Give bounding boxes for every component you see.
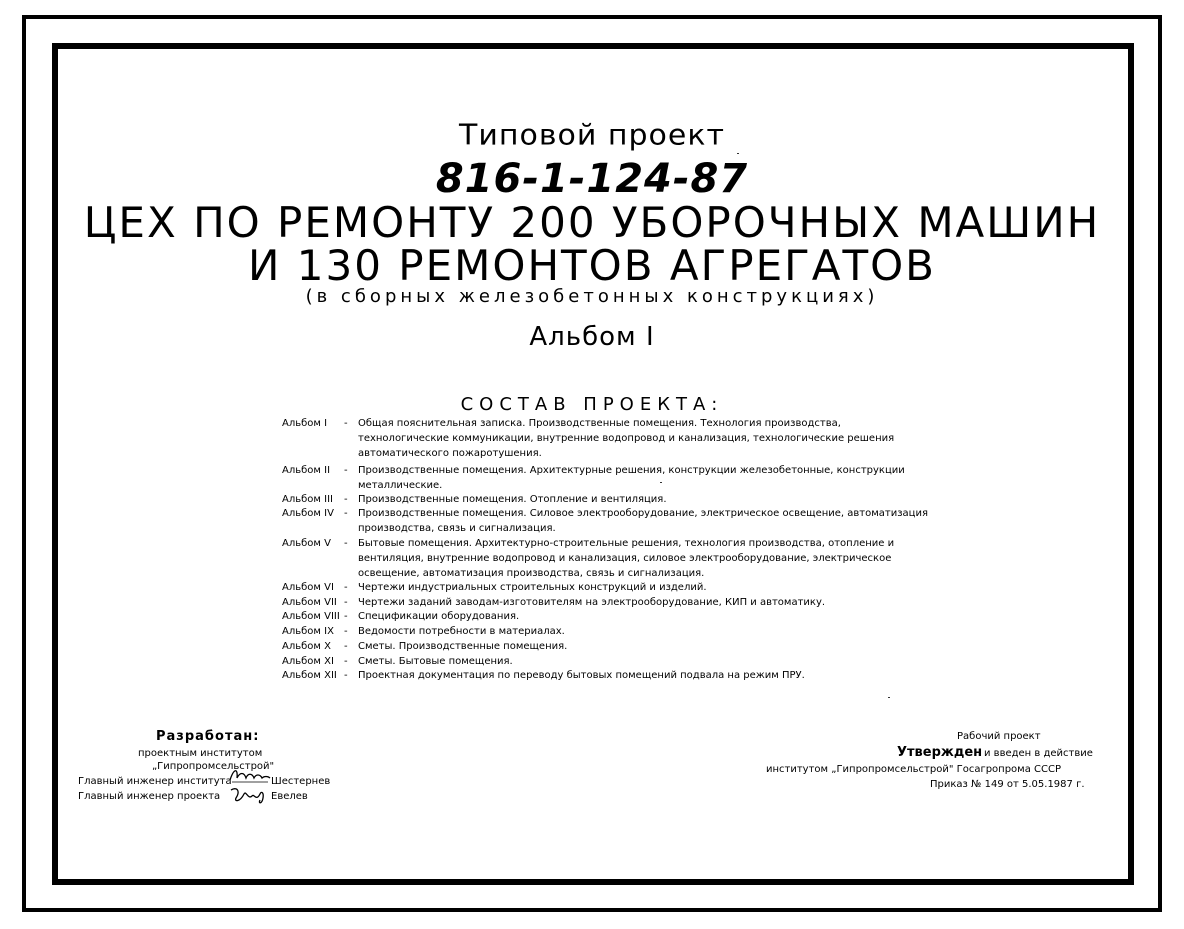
- scan-speck: [737, 153, 739, 154]
- album-description: Ведомости потребности в материалах.: [358, 626, 565, 637]
- dash: -: [344, 508, 348, 519]
- album-description: Чертежи индустриальных строительных конструкций и изделий.: [358, 582, 707, 593]
- scan-speck: [660, 482, 662, 483]
- album-description: Сметы. Бытовые помещения.: [358, 656, 513, 667]
- chief-engineer-institute-name: Шестернев: [271, 776, 331, 787]
- approved-label: Утвержден: [897, 745, 983, 760]
- album-label: Альбом VI: [282, 582, 334, 593]
- album-label: Альбом II: [282, 465, 331, 476]
- dash: -: [344, 494, 348, 505]
- dash: -: [344, 597, 348, 608]
- album-description: Производственные помещения. Архитектурные решения, конструкции железобетонные, конструкции металлические.: [358, 465, 905, 491]
- album-label: Альбом III: [282, 494, 333, 505]
- album-label: Альбом XI: [282, 656, 334, 667]
- working-project-label: Рабочий проект: [957, 731, 1041, 742]
- title-line-2: И 130 РЕМОНТОВ АГРЕГАТОВ: [248, 241, 936, 290]
- put-into-effect-label: и введен в действие: [984, 748, 1093, 759]
- dash: -: [344, 656, 348, 667]
- dash: -: [344, 418, 348, 429]
- album-label: Альбом XII: [282, 670, 337, 681]
- title-line-1: ЦЕХ ПО РЕМОНТУ 200 УБОРОЧНЫХ МАШИН: [83, 198, 1101, 247]
- album-description: Сметы. Производственные помещения.: [358, 641, 568, 652]
- album-description: Бытовые помещения. Архитектурно-строительные решения, технология производства, отопление и вентиляция, внутренние водопровод и канализация, силовое электрооборудование, электрическое освещение, автоматизация производства, связь и сигнализация.: [358, 538, 895, 579]
- album-label: Альбом X: [282, 641, 331, 652]
- chief-engineer-project-label: Главный инженер проекта: [78, 791, 221, 802]
- dash: -: [344, 641, 348, 652]
- chief-engineer-project-name: Евелев: [271, 791, 308, 802]
- developer-institute-line-2: „Гипропромсельстрой": [152, 761, 275, 772]
- project-code: 816-1-124-87: [435, 156, 749, 202]
- project-type: Типовой проект: [459, 118, 725, 153]
- approval-institute: институтом „Гипропромсельстрой" Госагропрома СССР: [766, 764, 1061, 775]
- album-description: Чертежи заданий заводам-изготовителям на электрооборудование, КИП и автоматику.: [358, 597, 826, 608]
- composition-heading: СОСТАВ ПРОЕКТА:: [460, 394, 724, 415]
- album-label: Альбом I: [282, 418, 328, 429]
- album-description: Спецификации оборудования.: [358, 611, 520, 622]
- scan-speck: [888, 697, 890, 698]
- dash: -: [344, 582, 348, 593]
- signature-image: [228, 784, 272, 806]
- album-label: Альбом VII: [282, 597, 337, 608]
- album-label: Альбом IV: [282, 508, 334, 519]
- dash: -: [344, 611, 348, 622]
- chief-engineer-institute-label: Главный инженер института: [78, 776, 232, 787]
- album-description: Общая пояснительная записка. Производственные помещения. Технология производства, технологические коммуникации, внутренние водопровод и канализация, технологические решения автоматического пожаротушения.: [358, 418, 895, 459]
- dash: -: [344, 538, 348, 549]
- dash: -: [344, 626, 348, 637]
- album-description: Производственные помещения. Отопление и вентиляция.: [358, 494, 667, 505]
- dash: -: [344, 670, 348, 681]
- album-label: Альбом V: [282, 538, 331, 549]
- dash: -: [344, 465, 348, 476]
- album-label: Альбом IX: [282, 626, 334, 637]
- signature-image: [228, 766, 272, 786]
- subtitle: (в сборных железобетонных конструкциях): [305, 286, 879, 307]
- album-title: Альбом I: [529, 322, 655, 352]
- developer-heading: Разработан:: [156, 729, 260, 744]
- developer-institute-line-1: проектным институтом: [138, 748, 263, 759]
- album-description: Производственные помещения. Силовое электрооборудование, электрическое освещение, автоматизация производства, связь и сигнализация.: [358, 508, 928, 534]
- approval-order: Приказ № 149 от 5.05.1987 г.: [930, 779, 1085, 790]
- album-description: Проектная документация по переводу бытовых помещений подвала на режим ПРУ.: [358, 670, 805, 681]
- album-label: Альбом VIII: [282, 611, 340, 622]
